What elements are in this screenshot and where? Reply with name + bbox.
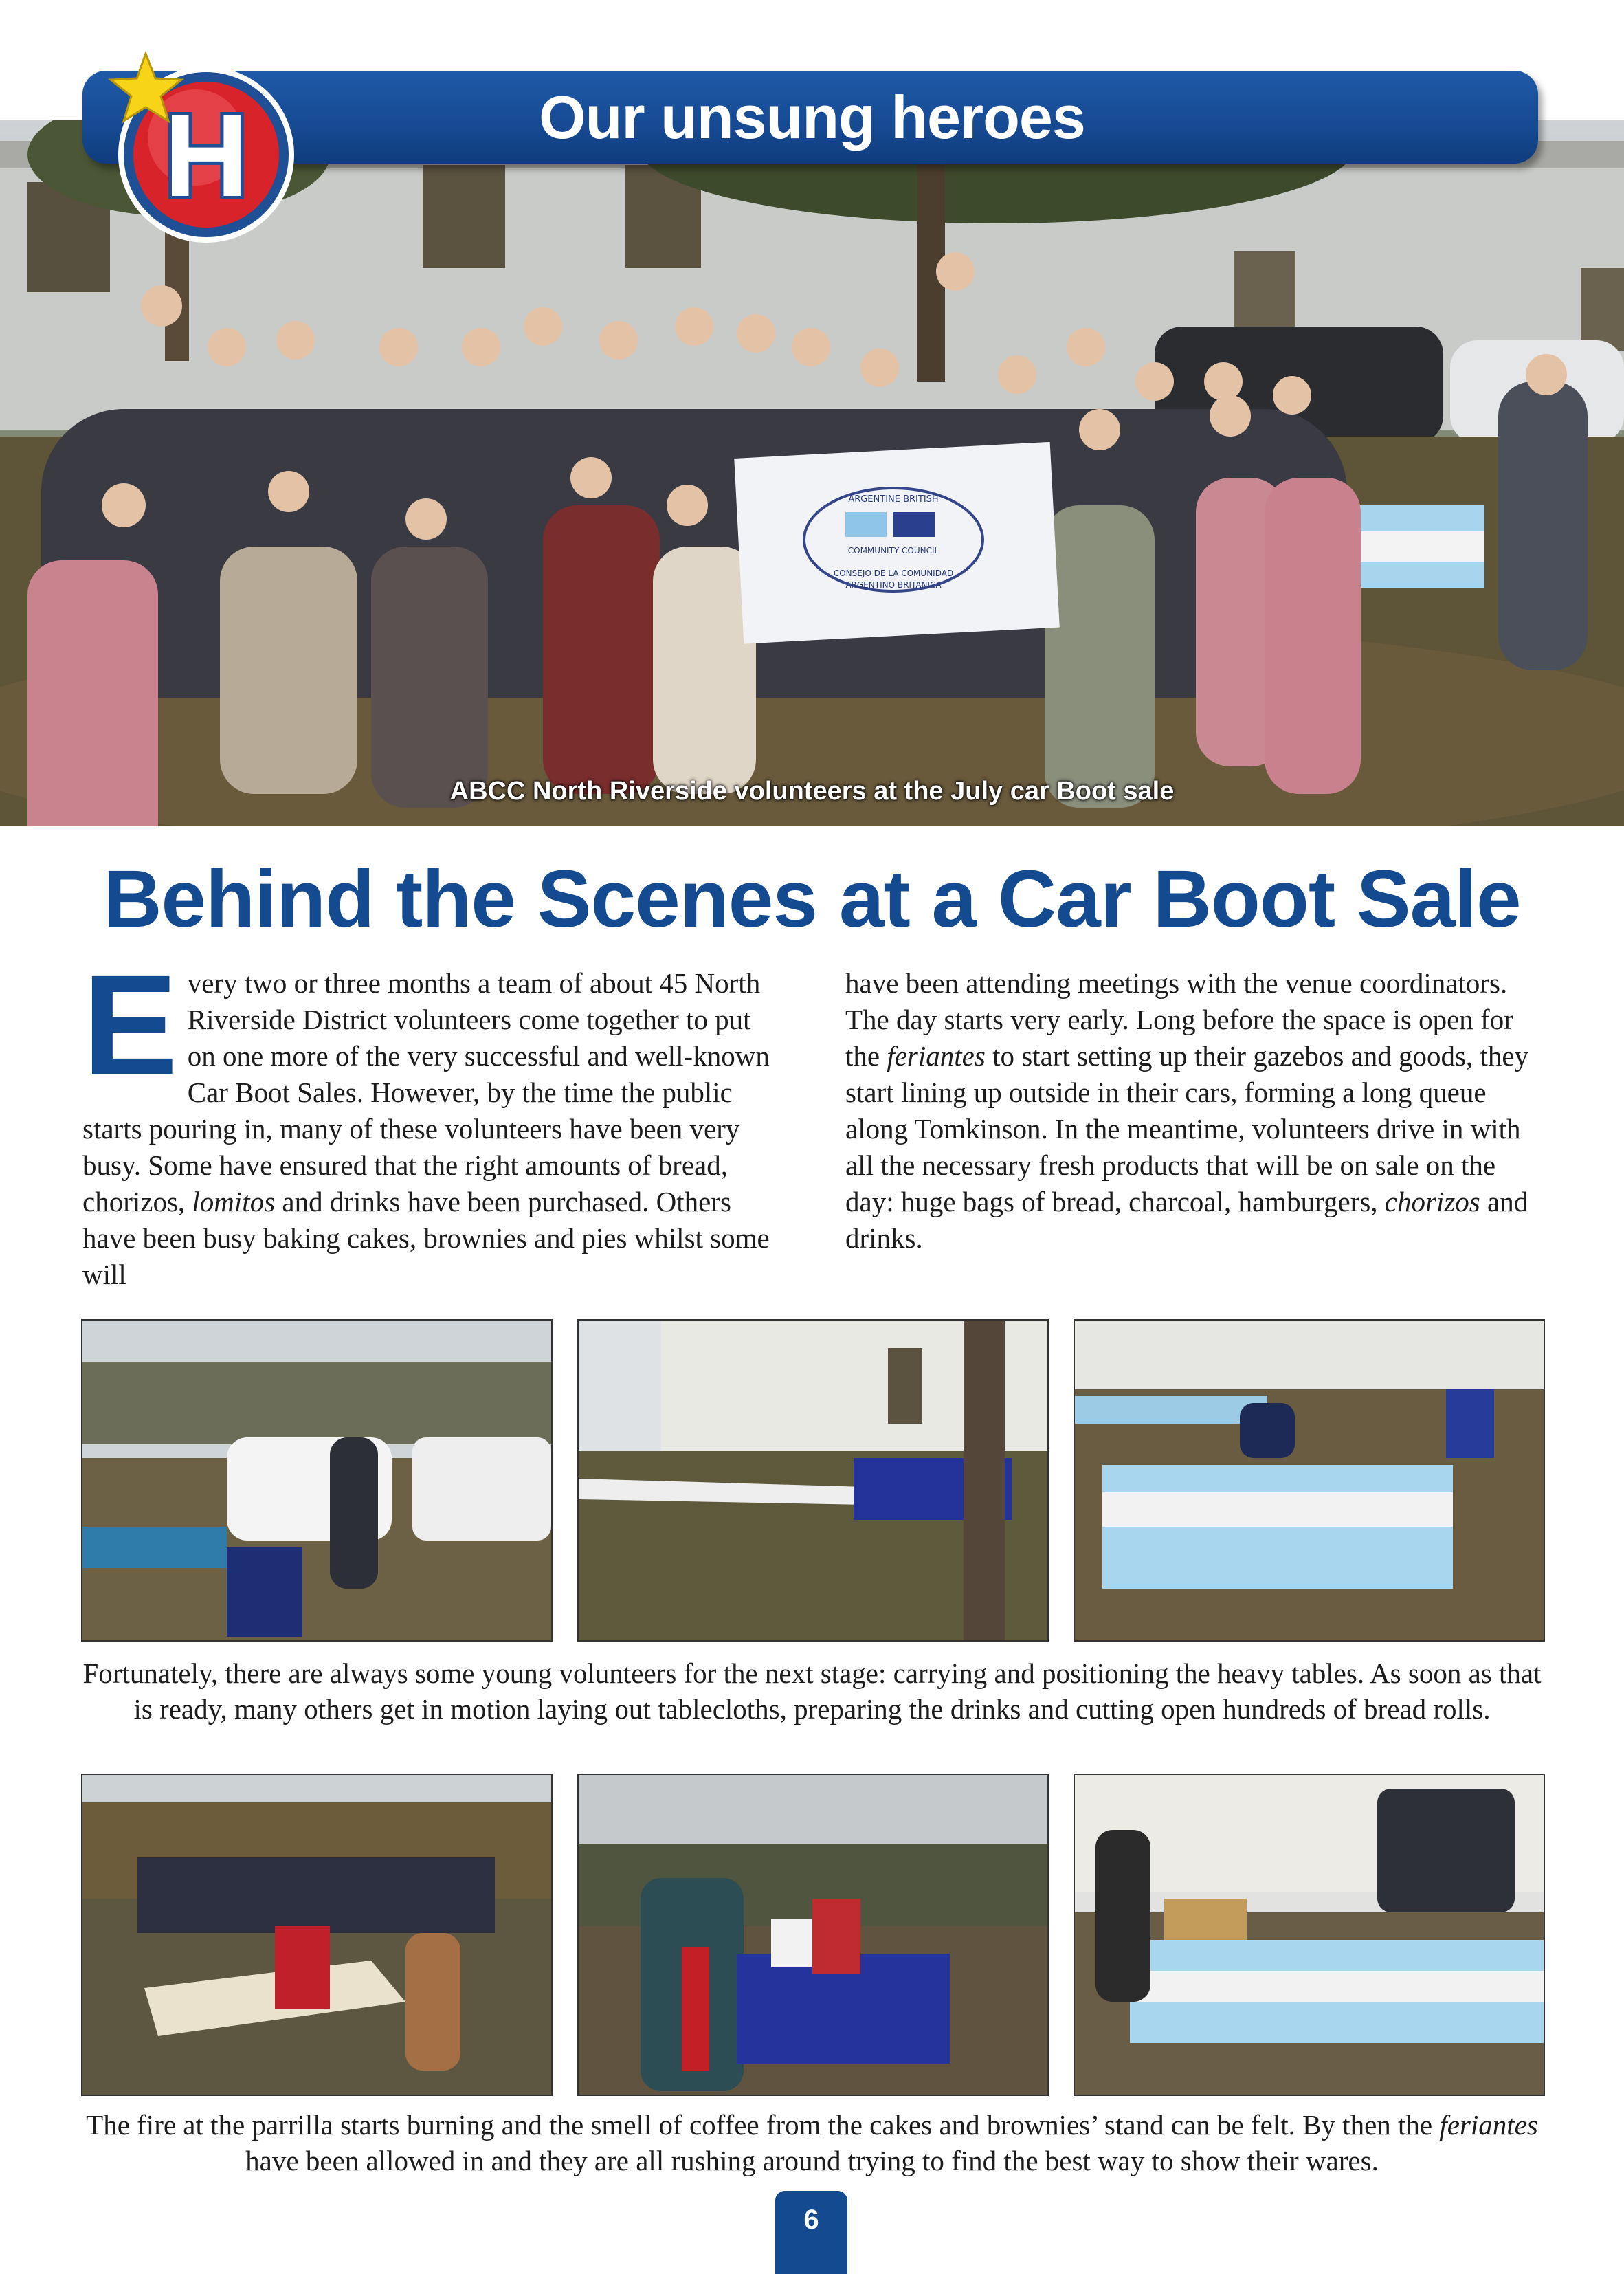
photo-bread-rolls [81, 1774, 553, 2096]
photo-tables-setup [577, 1319, 1049, 1642]
caption-row-2-italic: feriantes [1439, 2109, 1538, 2141]
photo-cakes-stand [1074, 1774, 1545, 2096]
heroes-logo-icon [103, 48, 302, 247]
col2-text-mid: to start setting up their gazebos and goods, they start lining up outside in their cars, forming a long queue along Tomkinson. In the meantime, volunteers drive in with all the necessary fresh products that will be on sale on the day: huge bags of bread, charcoal, hamburgers, [845, 1040, 1529, 1217]
caption-row-2-end: have been allowed in and they are all rushing around trying to find the best way to show their wares. [245, 2145, 1379, 2176]
drop-cap: E [82, 946, 178, 1105]
page-number: 6 [775, 2191, 847, 2274]
abcc-banner [734, 442, 1060, 644]
svg-text:CONSEJO DE LA COMUNIDAD: CONSEJO DE LA COMUNIDAD [833, 568, 954, 578]
group-photo-caption: ABCC North Riverside volunteers at the July car Boot sale [449, 777, 1175, 806]
col1-text-end: and drinks have been purchased. Others have been busy baking cakes, brownies and pies whilst some will [82, 1186, 770, 1290]
svg-text:ARGENTINE BRITISH: ARGENTINE BRITISH [848, 494, 939, 505]
caption-row-2 [76, 2107, 1548, 2178]
article-column-left [82, 946, 777, 1293]
photo-tablecloths [1074, 1319, 1545, 1642]
col2-italic-feriantes: feriantes [887, 1040, 986, 1072]
article-column-right [845, 965, 1539, 1257]
col2-text-end: and drinks. [845, 1186, 1528, 1254]
photo-drinks-stand [577, 1774, 1049, 2096]
svg-text:ARGENTINO BRITANICA: ARGENTINO BRITANICA [845, 580, 942, 590]
section-title: Our unsung heroes [539, 83, 1085, 151]
col2-italic-chorizos: chorizos [1384, 1186, 1480, 1217]
caption-row-1: Fortunately, there are always some young volunteers for the next stage: carrying and positioning the heavy tables. As soon as that is ready, many others get in motion laying out tablecloths, preparing the drinks and cutting open hundreds of bread rolls. [82, 1657, 1542, 1725]
svg-text:H: H [164, 91, 249, 221]
article-headline: Behind the Scenes at a Car Boot Sale [103, 854, 1521, 945]
col1-text-start: very two or three months a team of about 45 North Riverside District volunteers come together to put on one more of the very successful and well-known Car Boot Sales. However, by the time the public starts pouring in, many of these volunteers have been very busy. Some have ensured that the right amounts of bread, chorizos, [82, 967, 770, 1217]
col2-text-start: The day starts very early. Long before the space is open for the [845, 1004, 1513, 1072]
caption-row-2-start: The fire at the parrilla starts burning and the smell of coffee from the cakes and brownies’ stand can be felt. By then the [86, 2109, 1440, 2141]
col2-paragraph-1: have been attending meetings with the venue coordinators. [845, 967, 1508, 999]
col1-italic-lomitos: lomitos [192, 1186, 276, 1217]
svg-text:COMMUNITY COUNCIL: COMMUNITY COUNCIL [847, 546, 939, 555]
photo-vans-arriving [81, 1319, 553, 1642]
